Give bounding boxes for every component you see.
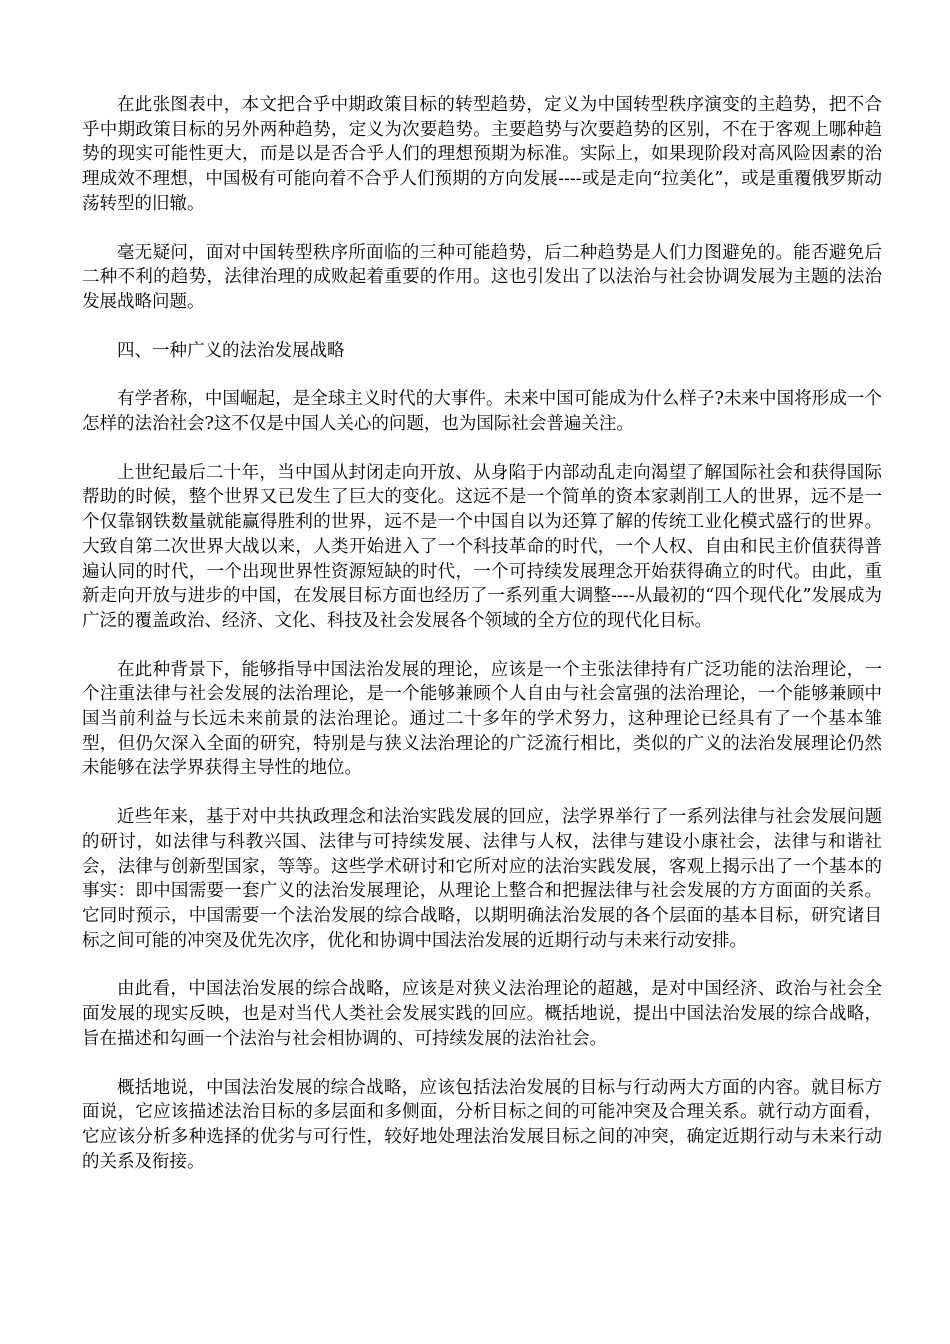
paragraph-world-change: 上世纪最后二十年，当中国从封闭走向开放、从身陷于内部动乱走向渴望了解国际社会和获得国际帮助的时候，整个世界又已发生了巨大的变化。这远不是一个简单的资本家剥削工人的世界，远不是一个仅靠钢铁数量就能赢得胜利的世界，远不是一个中国自以为还算了解的传统工业化模式盛行的世界。大致自第二次世界大战以来，人类开始进入了一个科技革命的时代，一个人权、自由和民主价值获得普遍认同的时代，一个出现世界性资源短缺的时代，一个可持续发展理念开始获得确立的时代。由此，重新走向开放与进步的中国，在发展目标方面也经历了一系列重大调整----从最初的“四个现代化”发展成为广泛的覆盖政治、经济、文化、科技及社会发展各个领域的全方位的现代化目标。 [82,462,882,631]
section-heading: 四、一种广义的法治发展战略 [117,340,345,361]
paragraph-avoid-trends: 毫无疑问，面对中国转型秩序所面临的三种可能趋势，后二种趋势是人们力图避免的。能否避免后二种不利的趋势，法律治理的成败起着重要的作用。这也引发出了以法治与社会协调发展为主题的法治发展战略问题。 [82,242,882,312]
paragraph-comprehensive-strategy: 由此看，中国法治发展的综合战略，应该是对狭义法治理论的超越，是对中国经济、政治与社会全面发展的现实反映，也是对当代人类社会发展实践的回应。概括地说，提出中国法治发展的综合战略，旨在描述和勾画一个法治与社会相协调的、可持续发展的法治社会。 [82,979,882,1049]
paragraph-theory-background: 在此种背景下，能够指导中国法治发展的理论，应该是一个主张法律持有广泛功能的法治理论，一个注重法律与社会发展的法治理论，是一个能够兼顾个人自由与社会富强的法治理论，一个能够兼顾中国当前利益与长远未来前景的法治理论。通过二十多年的学术努力，这种理论已经具有了一个基本雏型，但仍欠深入全面的研究，特别是与狭义法治理论的广泛流行相比，类似的广义的法治发展理论仍然未能够在法学界获得主导性的地位。 [82,659,882,779]
paragraph-summary: 概括地说，中国法治发展的综合战略，应该包括法治发展的目标与行动两大方面的内容。就目标方面说，它应该描述法治目标的多层面和多侧面，分析目标之间的可能冲突及合理关系。就行动方面看，它应该分析多种选择的优劣与可行性，较好地处理法治发展目标之间的冲突，确定近期行动与未来行动的关系及衔接。 [82,1077,882,1172]
paragraph-china-rise: 有学者称，中国崛起，是全球主义时代的大事件。未来中国可能成为什么样子?未来中国将形成一个怎样的法治社会?这不仅是中国人关心的问题，也为国际社会普遍关注。 [82,389,882,435]
paragraph-trend-definition: 在此张图表中，本文把合乎中期政策目标的转型趋势，定义为中国转型秩序演变的主趋势，把不合乎中期政策目标的另外两种趋势，定义为次要趋势。主要趋势与次要趋势的区别，不在于客观上哪种趋势的现实可能性更大，而是以是否合乎人们的理想预期为标准。实际上，如果现阶段对高风险因素的治理成效不理想，中国极有可能向着不合乎人们预期的方向发展----或是走向“拉美化”，或是重覆俄罗斯动荡转型的旧辙。 [82,95,882,214]
paragraph-recent-years: 近些年来，基于对中共执政理念和法治实践发展的回应，法学界举行了一系列法律与社会发展问题的研讨，如法律与科教兴国、法律与可持续发展、法律与人权，法律与建设小康社会，法律与和谐社会，法律与创新型国家，等等。这些学术研讨和它所对应的法治实践发展，客观上揭示出了一个基本的事实：即中国需要一套广义的法治发展理论，从理论上整合和把握法律与社会发展的方方面面的关系。它同时预示，中国需要一个法治发展的综合战略，以期明确法治发展的各个层面的基本目标，研究诸目标之间可能的冲突及优先次序，优化和协调中国法治发展的近期行动与未来行动安排。 [82,807,882,951]
document-body [82,93,882,1198]
